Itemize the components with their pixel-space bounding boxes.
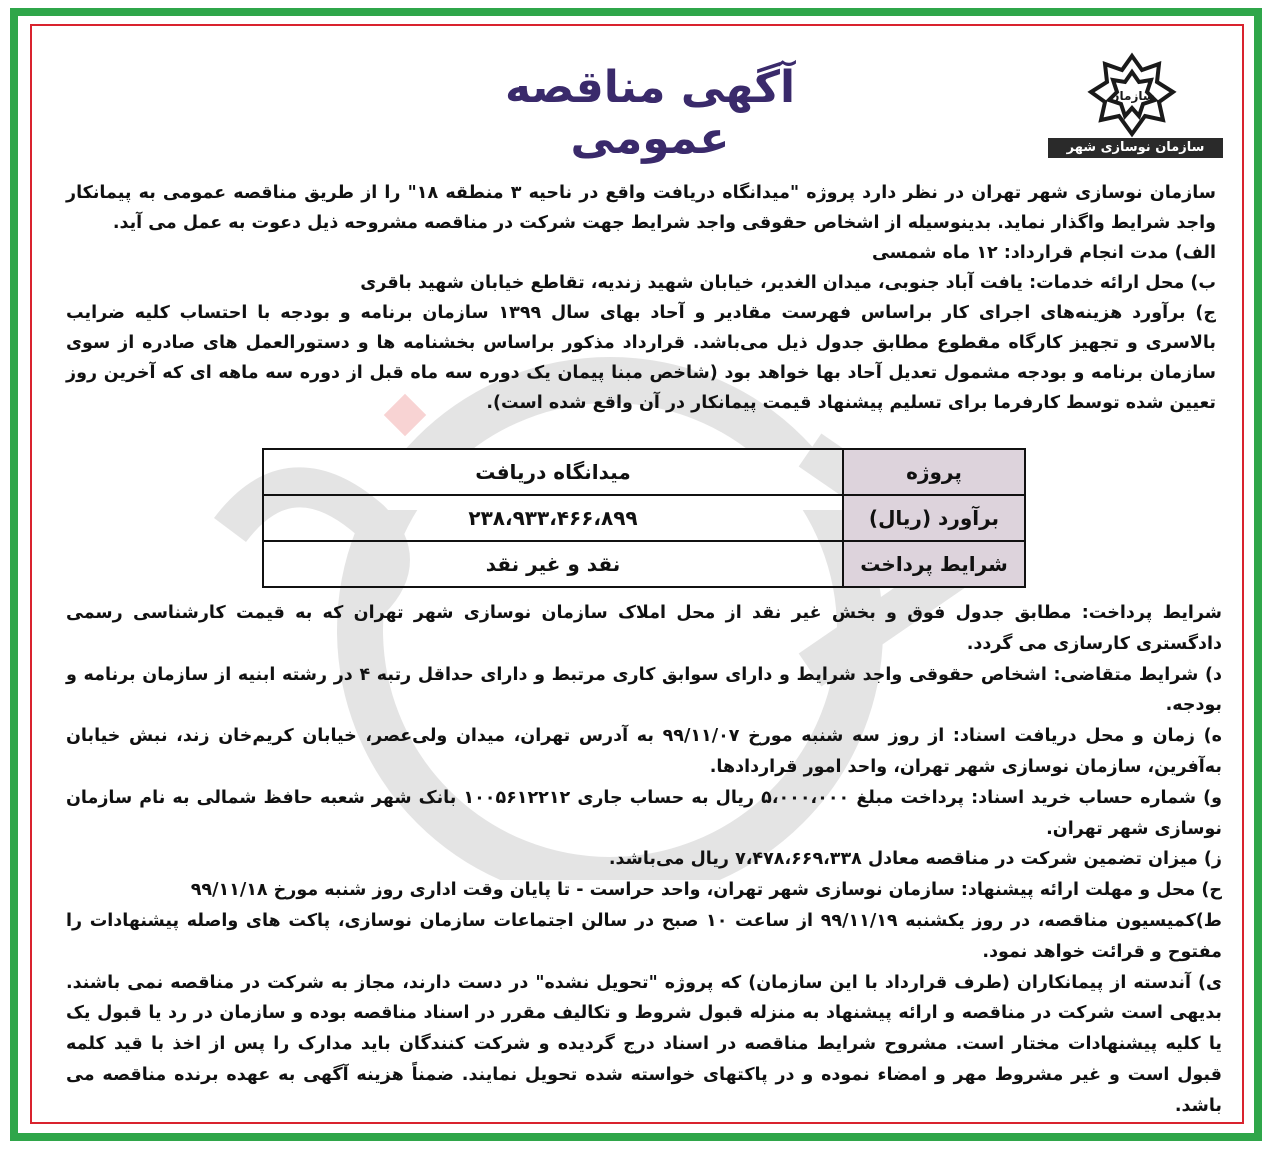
- svg-text:سازمان: سازمان: [1109, 89, 1155, 103]
- project-table: [262, 448, 1026, 588]
- page-title: آگهی مناقصه عمومی: [504, 62, 796, 164]
- table-label: برآورد (ریال): [843, 495, 1025, 541]
- table-row: [263, 449, 1025, 495]
- intro-paragraph: سازمان نوسازی شهر تهران در نظر دارد پروژه "میدانگاه دریافت واقع در ناحیه ۳ منطقه ۱۸" را از طریق مناقصه عمومی به پیمانکار واجد شرایط واگذار نماید. بدینوسیله از اشخاص حقوقی واجد شرایط جهت شرکت در مناقصه مشروحه ذیل دعوت به عمل می آید.: [66, 183, 1216, 233]
- item-he2: ح) محل و مهلت ارائه پیشنهاد: سازمان نوسازی شهر تهران، واحد حراست - تا پایان وقت اداری روز شنبه مورخ ۹۹/۱۱/۱۸: [190, 880, 1222, 901]
- table-value: میدانگاه دریافت: [263, 449, 843, 495]
- table-label: پروژه: [843, 449, 1025, 495]
- table-value: نقد و غیر نقد: [263, 541, 843, 587]
- item-alef: الف) مدت انجام قرارداد: ۱۲ ماه شمسی: [871, 243, 1216, 263]
- notice-conditions: [66, 598, 1222, 1122]
- table-value: ۲۳۸،۹۳۳،۴۶۶،۸۹۹: [263, 495, 843, 541]
- item-be: ب) محل ارائه خدمات: یافت آباد جنوبی، میدان الغدیر، خیابان شهید زندیه، تقاطع خیابان شهید باقری: [360, 273, 1216, 293]
- organization-logo-icon: [1087, 50, 1177, 140]
- table-label: شرایط پرداخت: [843, 541, 1025, 587]
- organization-caption: سازمان نوسازی شهر تهران: [1048, 138, 1223, 158]
- item-ze: ز) میزان تضمین شرکت در مناقصه معادل ۷،۴۷۸،۶۶۹،۳۳۸ ریال می‌باشد.: [608, 849, 1222, 870]
- item-dal: د) شرایط متقاضی: اشخاص حقوقی واجد شرایط و دارای سوابق کاری مرتبط و دارای حداقل رتبه ۴ در رشته ابنیه از سازمان برنامه و بودجه.: [66, 664, 1222, 716]
- table-row: [263, 541, 1025, 587]
- item-vav: و) شماره حساب خرید اسناد: پرداخت مبلغ ۵،۰۰۰،۰۰۰ ریال به حساب جاری ۱۰۰۵۶۱۲۲۱۲ بانک شهر شعبه حافظ شمالی به نام سازمان نوسازی شهر تهران.: [66, 787, 1222, 839]
- payment-conditions: شرایط پرداخت: مطابق جدول فوق و بخش غیر نقد از محل املاک سازمان نوسازی شهر تهران که به قیمت کارشناسی رسمی دادگستری کارسازی می گردد.: [66, 603, 1222, 654]
- notice-body: [66, 178, 1222, 418]
- item-ye: ی) آندسته از پیمانکاران (طرف قرارداد با این سازمان) که پروژه "تحویل نشده" در دست دارند، مجاز به شرکت در مناقصه نمی باشند. بدیهی است شرکت در مناقصه و ارائه پیشنهاد به منزله قبول شروط و تکالیف مقرر در اسناد مناقصه بوده و سازمان در رد یا قبول یک یا کلیه پیشنهادات مختار است. مشروح شرایط مناقصه در اسناد درج گردیده و شرکت کنندگان باید مدارک را پس از اخذ با قید کلمه قبول است و غیر مشروط مهر و امضاء نموده و در پاکتهای خواسته شده تحویل نمایند. ضمناً هزینه آگهی به عهده برنده مناقصه می باشد.: [66, 972, 1222, 1116]
- item-ta: ط)کمیسیون مناقصه، در روز یکشنبه ۹۹/۱۱/۱۹ از ساعت ۱۰ صبح در سالن اجتماعات سازمان نوسازی، پاکت های واصله پیشنهادات را مفتوح و قرائت خواهد نمود.: [66, 910, 1222, 962]
- item-jim: ج) برآورد هزینه‌های اجرای کار براساس فهرست مقادیر و آحاد بهای سال ۱۳۹۹ سازمان برنامه و بودجه با احتساب کلیه ضرایب بالاسری و تجهیز کارگاه مقطوع مطابق جدول ذیل می‌باشد. قرارداد مذکور براساس بخشنامه ها و دستورالعمل های صادره از سوی سازمان برنامه و بودجه مشمول تعدیل آحاد بها خواهد بود (شاخص مبنا پیمان یک دوره سه ماه قبل از دوره سه ماهه ای که آخرین روز تعیین شده توسط کارفرما برای تسلیم پیشنهاد قیمت پیمانکار در آن واقع شده است).: [66, 303, 1216, 413]
- table-row: [263, 495, 1025, 541]
- item-he: ه) زمان و محل دریافت اسناد: از روز سه شنبه مورخ ۹۹/۱۱/۰۷ به آدرس تهران، میدان ولی‌عصر، خیابان کریم‌خان زند، نبش خیابان به‌آفرین، سازمان نوسازی شهر تهران، واحد امور قراردادها.: [66, 726, 1222, 777]
